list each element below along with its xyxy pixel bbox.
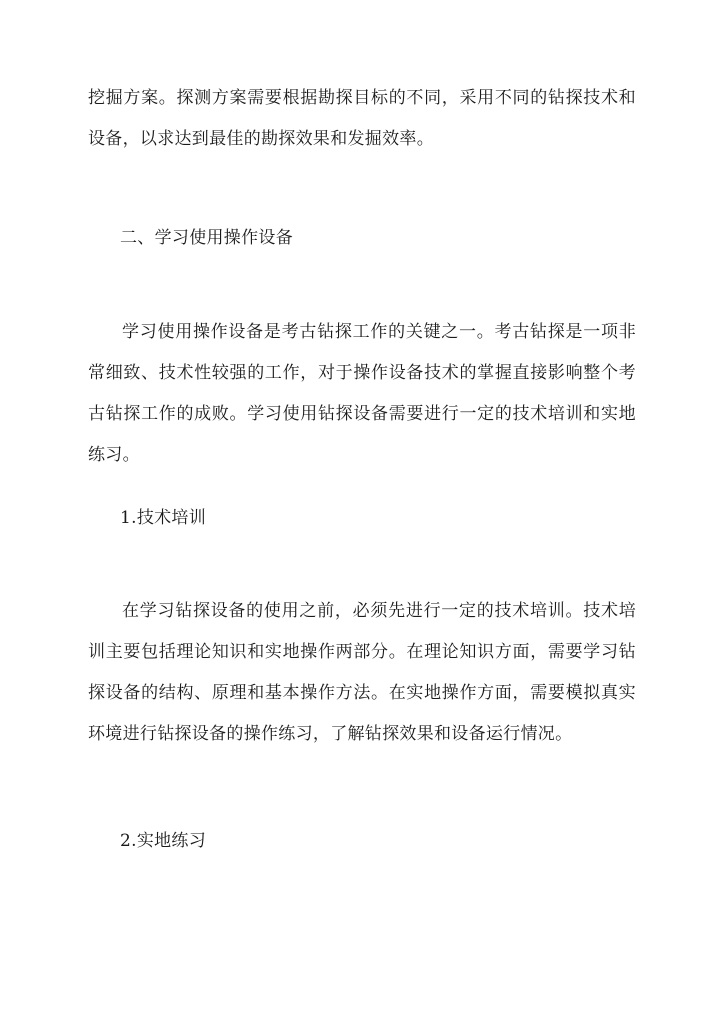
section-paragraph: 学习使用操作设备是考古钻探工作的关键之一。考古钻探是一项非常细致、技术性较强的工作，对于操作设备技术的掌握直接影响整个考古钻探工作的成败。学习使用钻探设备需要进行一定的技术培训和实地练习。 xyxy=(88,322,636,465)
intro-paragraph: 挖掘方案。探测方案需要根据勘探目标的不同，采用不同的钻探技术和设备，以求达到最佳的勘探效果和发掘效率。 xyxy=(88,88,636,149)
training-paragraph: 在学习钻探设备的使用之前，必须先进行一定的技术培训。技术培训主要包括理论知识和实地操作两部分。在理论知识方面，需要学习钻探设备的结构、原理和基本操作方法。在实地操作方面，需要模拟真实环境进行钻探设备的操作练习，了解钻探效果和设备运行情况。 xyxy=(88,601,636,744)
subsection-heading-training: 1.技术培训 xyxy=(120,508,207,528)
section-heading: 二、学习使用操作设备 xyxy=(120,228,293,248)
subsection-heading-practice: 2.实地练习 xyxy=(120,831,207,851)
